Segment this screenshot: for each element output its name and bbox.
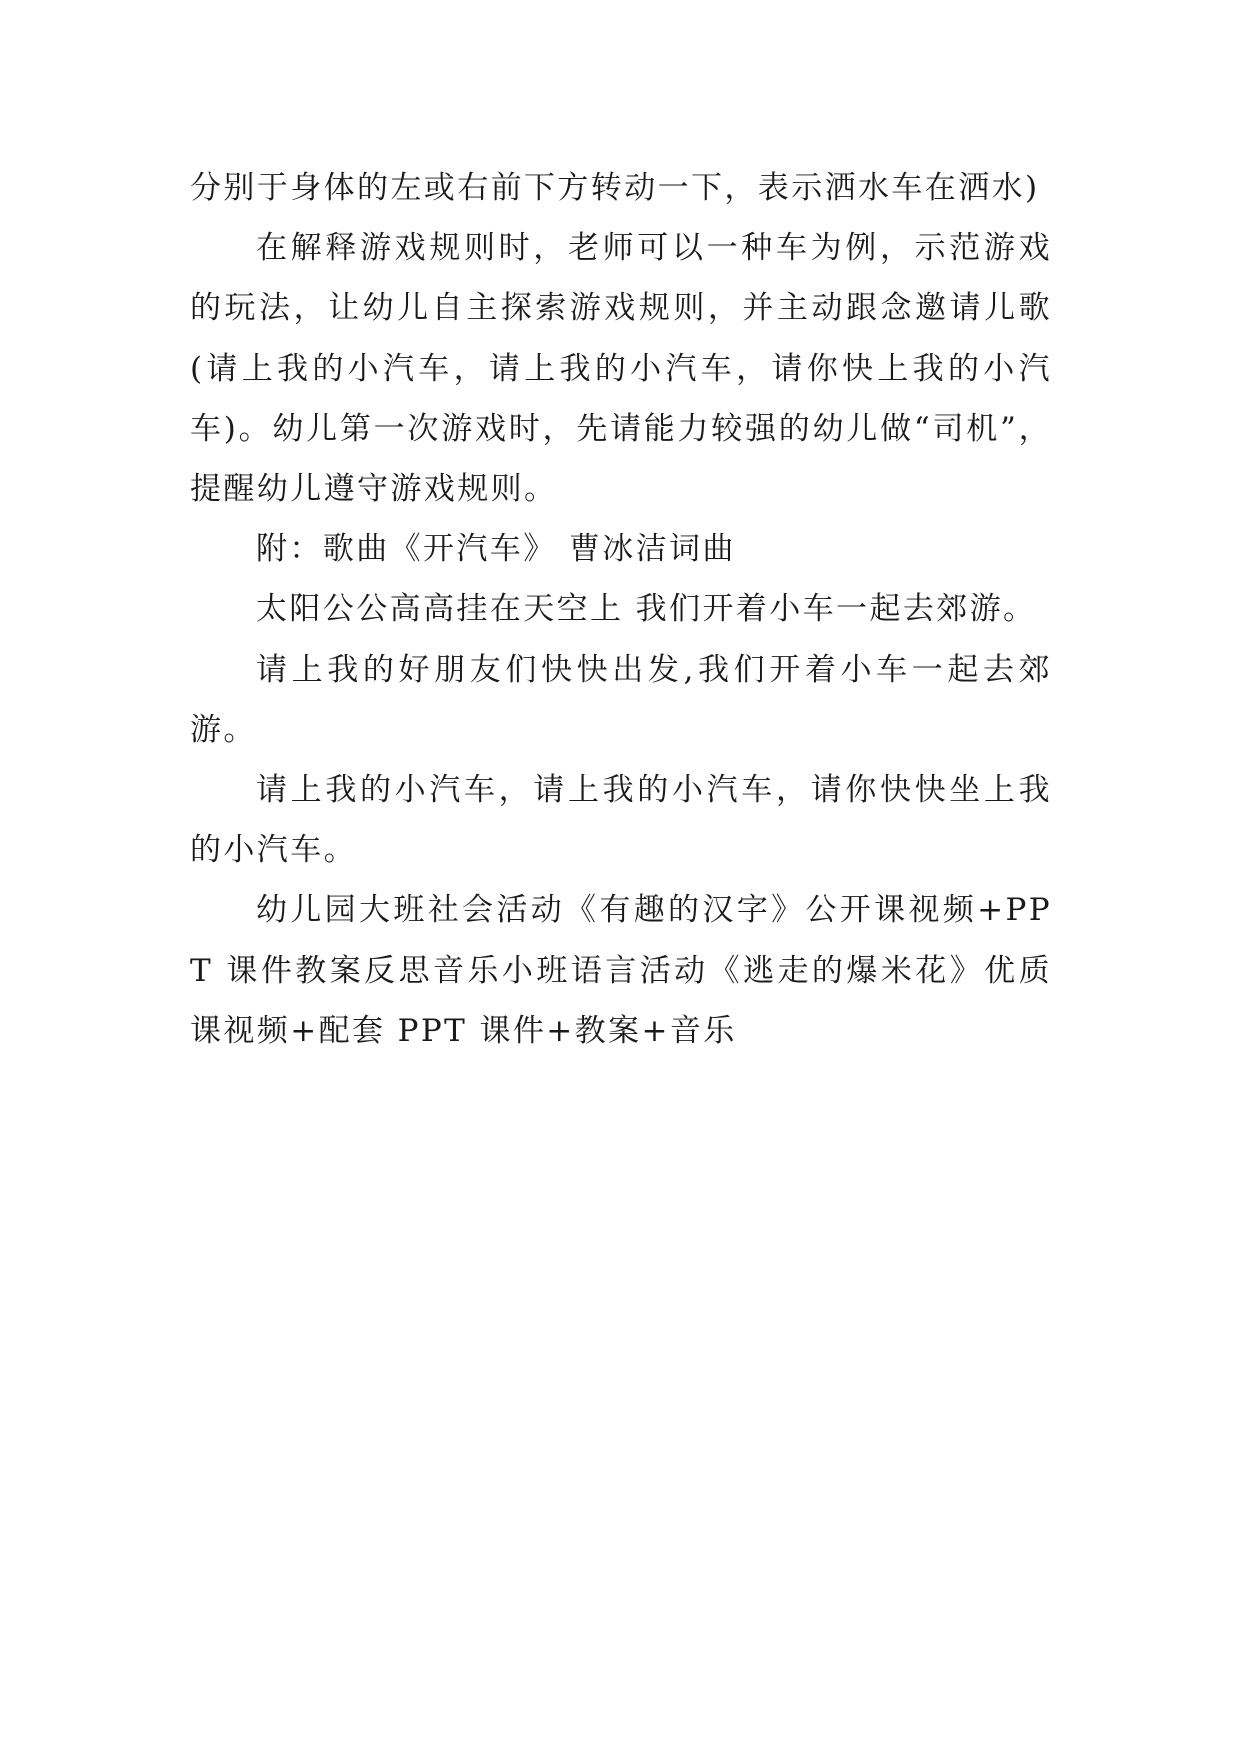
paragraph-game-rules: 在解释游戏规则时，老师可以一种车为例，示范游戏的玩法，让幼儿自主探索游戏规则，并主动跟念邀请儿歌(请上我的小汽车，请上我的小汽车，请你快上我的小汽车)。幼儿第一次游戏时，先请能力较强的幼儿做“司机”，提醒幼儿遵守游戏规则。 (190, 230, 1052, 508)
document-body (190, 158, 1052, 1061)
paragraph-lyrics-line-1: 太阳公公高高挂在天空上 我们开着小车一起去郊游。 (256, 591, 1037, 628)
paragraph-song-title: 附：歌曲《开汽车》 曹冰洁词曲 (256, 531, 736, 568)
paragraph-related-resources: 幼儿园大班社会活动《有趣的汉字》公开课视频+PPT 课件教案反思音乐小班语言活动《逃走的爆米花》优质课视频+配套 PPT 课件+教案+音乐 (190, 892, 1052, 1049)
paragraph-continuation: 分别于身体的左或右前下方转动一下，表示洒水车在洒水) (190, 170, 1040, 206)
paragraph-lyrics-line-3: 请上我的小汽车，请上我的小汽车，请你快快坐上我的小汽车。 (190, 772, 1052, 869)
paragraph-lyrics-line-2: 请上我的好朋友们快快出发,我们开着小车一起去郊游。 (190, 651, 1052, 748)
